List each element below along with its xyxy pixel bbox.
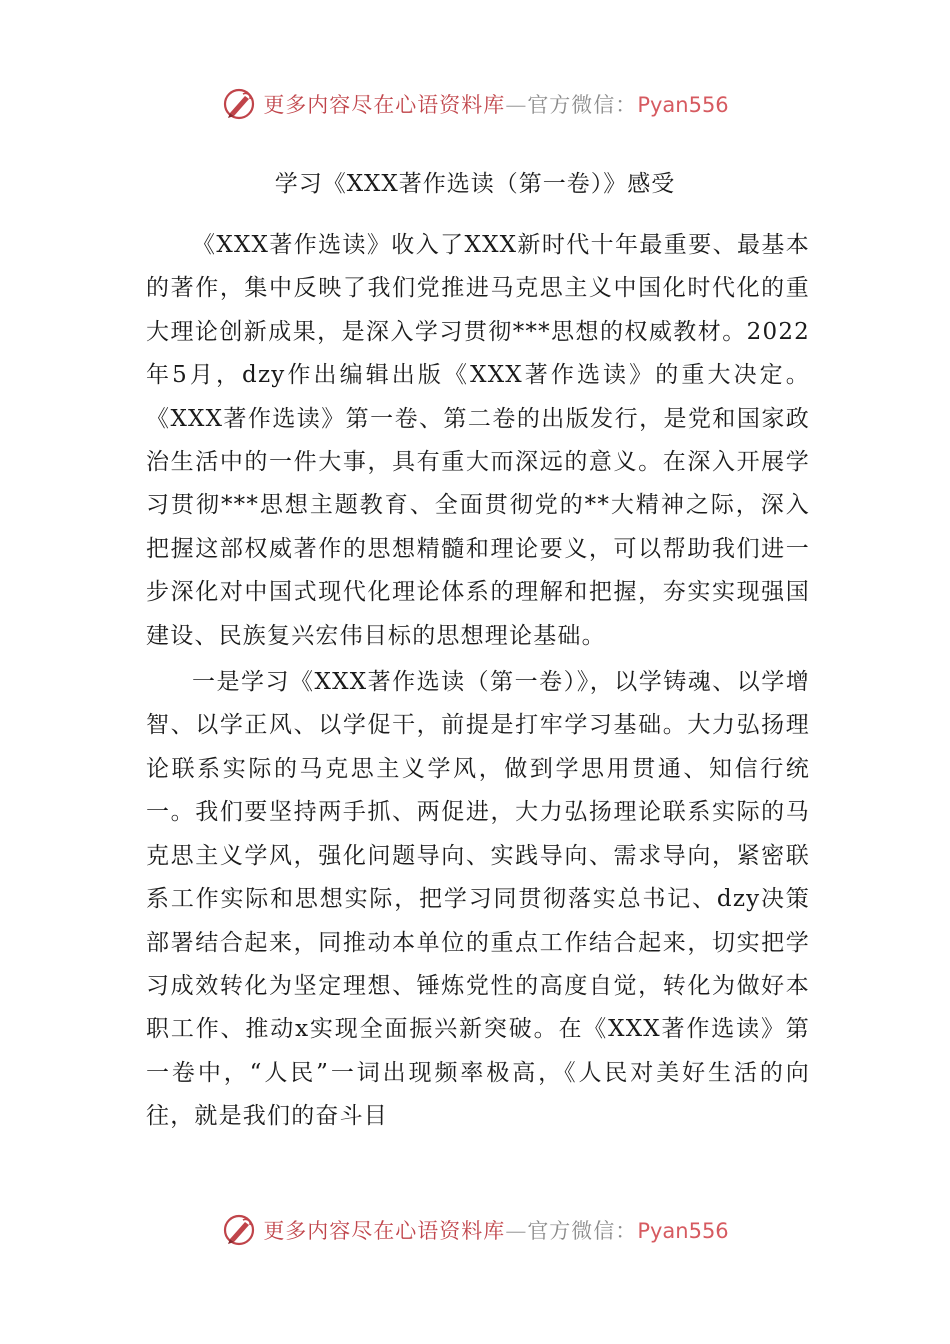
footer-banner bbox=[0, 1210, 950, 1250]
banner-official-label: 官方微信： bbox=[527, 93, 638, 117]
header-banner bbox=[0, 84, 950, 124]
banner-wechat-id: Pyan556 bbox=[637, 1219, 729, 1243]
banner-wechat-id: Pyan556 bbox=[637, 93, 729, 117]
banner-text bbox=[263, 1215, 728, 1245]
banner-main-text: 更多内容尽在心语资料库 bbox=[263, 93, 506, 117]
banner-main-text: 更多内容尽在心语资料库 bbox=[263, 1219, 506, 1243]
banner-dash: — bbox=[505, 93, 528, 117]
document-body bbox=[146, 224, 810, 1139]
paragraph-2: 一是学习《XXX著作选读（第一卷）》，以学铸魂、以学增智、以学正风、以学促干，前提是打牢学习基础。大力弘扬理论联系实际的马克思主义学风，做到学思用贯通、知信行统一。我们要坚持两手抓、两促进，大力弘扬理论联系实际的马克思主义学风，强化问题导向、实践导向、需求导向，紧密联系工作实际和思想实际，把学习同贯彻落实总书记、dzy决策部署结合起来，同推动本单位的重点工作结合起来，切实把学习成效转化为坚定理想、锤炼党性的高度自觉，转化为做好本职工作、推动x实现全面振兴新突破。在《XXX著作选读》第一卷中，“人民”一词出现频率极高，《人民对美好生活的向往，就是我们的奋斗目 bbox=[146, 669, 810, 1130]
banner-official-label: 官方微信： bbox=[527, 1219, 638, 1243]
banner-dash: — bbox=[505, 1219, 528, 1243]
pen-logo-icon bbox=[221, 86, 257, 122]
document-title: 学习《XXX著作选读（第一卷）》感受 bbox=[274, 171, 676, 197]
pen-logo-icon bbox=[221, 1212, 257, 1248]
banner-text bbox=[263, 89, 728, 119]
paragraph-1: 《XXX著作选读》收入了XXX新时代十年最重要、最基本的著作，集中反映了我们党推进马克思主义中国化时代化的重大理论创新成果，是深入学习贯彻***思想的权威教材。2022年5月，dzy作出编辑出版《XXX著作选读》的重大决定。《XXX著作选读》第一卷、第二卷的出版发行，是党和国家政治生活中的一件大事，具有重大而深远的意义。在深入开展学习贯彻***思想主题教育、全面贯彻党的**大精神之际，深入把握这部权威著作的思想精髓和理论要义，可以帮助我们进一步深化对中国式现代化理论体系的理解和把握，夯实实现强国建设、民族复兴宏伟目标的思想理论基础。 bbox=[146, 232, 810, 649]
